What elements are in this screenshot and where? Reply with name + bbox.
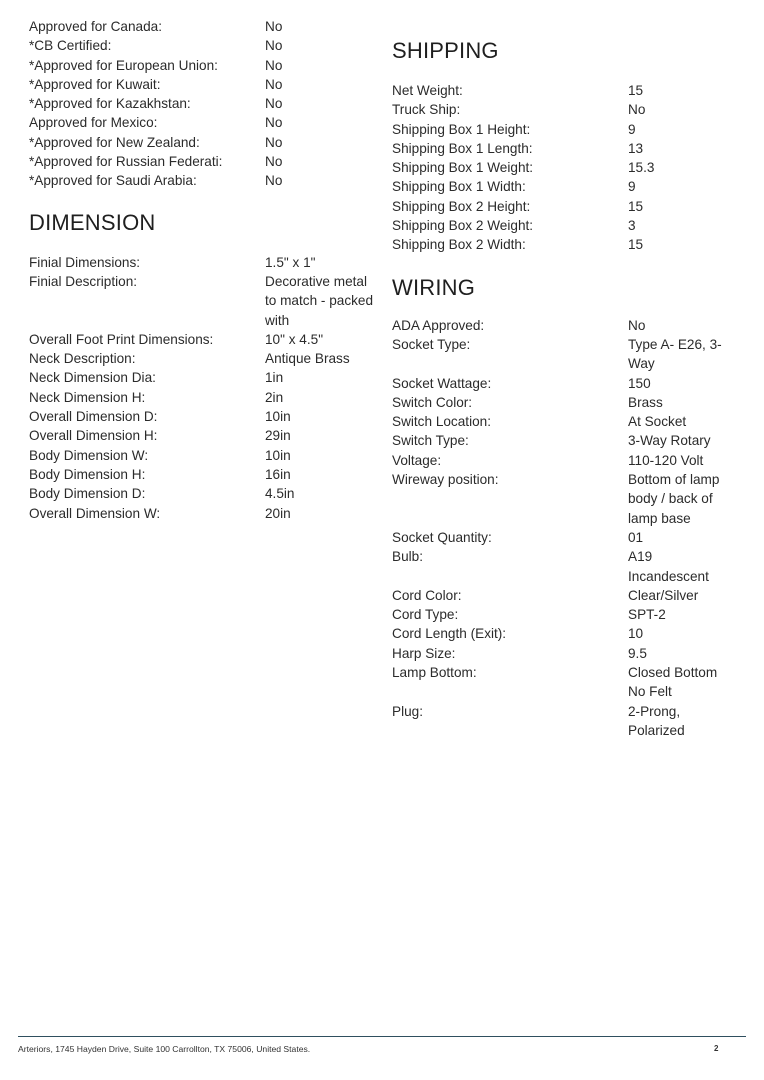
spec-row <box>29 113 374 132</box>
spec-value: 10" x 4.5" <box>265 331 324 347</box>
spec-label: *Approved for Saudi Arabia: <box>29 173 197 189</box>
spec-row <box>392 139 742 158</box>
spec-row <box>29 36 374 55</box>
spec-value: 01 <box>628 529 644 545</box>
spec-value: 9 <box>628 121 636 137</box>
spec-row <box>29 407 374 426</box>
spec-value: Bottom of lamp body / back of lamp base <box>628 472 720 526</box>
spec-row <box>392 702 742 741</box>
spec-label: Wireway position: <box>392 472 499 488</box>
spec-label: Cord Length (Exit): <box>392 626 507 642</box>
spec-row <box>29 446 374 465</box>
spec-row <box>29 56 374 75</box>
spec-value: 1.5" x 1" <box>265 254 316 270</box>
spec-row <box>392 528 742 547</box>
spec-value: Type A- E26, 3-Way <box>628 336 722 372</box>
spec-label: Socket Type: <box>392 336 471 352</box>
spec-row <box>29 171 374 190</box>
spec-row <box>392 316 742 335</box>
spec-label: Switch Type: <box>392 433 469 449</box>
spec-label: *CB Certified: <box>29 38 112 54</box>
spec-label: Socket Wattage: <box>392 375 492 391</box>
spec-label: Truck Ship: <box>392 102 461 118</box>
spec-label: Overall Dimension H: <box>29 428 158 444</box>
spec-row <box>29 330 374 349</box>
spec-label: Switch Location: <box>392 414 491 430</box>
spec-row <box>29 484 374 503</box>
spec-row <box>392 216 742 235</box>
spec-value: No <box>265 76 283 92</box>
spec-label: Plug: <box>392 703 423 719</box>
spec-label: Body Dimension D: <box>29 486 146 502</box>
left-column <box>29 0 374 523</box>
spec-label: Voltage: <box>392 452 442 468</box>
page-number: 2 <box>714 1044 719 1053</box>
spec-label: Shipping Box 1 Height: <box>392 121 531 137</box>
spec-value: 1in <box>265 370 284 386</box>
spec-row <box>392 547 742 586</box>
spec-value: 150 <box>628 375 651 391</box>
spec-row <box>392 663 742 702</box>
spec-value: Brass <box>628 394 663 410</box>
spec-label: Cord Type: <box>392 607 459 623</box>
spec-row <box>392 177 742 196</box>
spec-label: Shipping Box 1 Weight: <box>392 160 534 176</box>
spec-row <box>392 586 742 605</box>
spec-value: No <box>628 317 646 333</box>
spec-label: Body Dimension H: <box>29 466 146 482</box>
spec-value: No <box>265 38 283 54</box>
spec-value: 13 <box>628 140 644 156</box>
spec-label: Neck Dimension H: <box>29 389 146 405</box>
spec-label: *Approved for Kazakhstan: <box>29 96 191 112</box>
spec-label: Overall Dimension D: <box>29 409 158 425</box>
spec-value: 4.5in <box>265 486 295 502</box>
spec-label: *Approved for Kuwait: <box>29 76 161 92</box>
spec-row <box>392 158 742 177</box>
shipping-heading: SHIPPING <box>392 38 499 63</box>
footer-divider <box>18 1036 746 1037</box>
spec-value: 10 <box>628 626 644 642</box>
spec-value: 15 <box>628 198 644 214</box>
spec-label: ADA Approved: <box>392 317 485 333</box>
spec-row <box>392 81 742 100</box>
spec-label: Shipping Box 2 Width: <box>392 237 526 253</box>
wiring-heading: WIRING <box>392 274 476 300</box>
spec-label: Shipping Box 1 Length: <box>392 140 533 156</box>
spec-value: SPT-2 <box>628 607 666 623</box>
spec-value: 110-120 Volt <box>628 452 704 468</box>
spec-label: Switch Color: <box>392 394 473 410</box>
spec-label: Overall Foot Print Dimensions: <box>29 331 214 347</box>
spec-value: A19 Incandescent <box>628 549 709 584</box>
spec-row <box>29 94 374 113</box>
spec-label: *Approved for Russian Federati: <box>29 154 223 170</box>
spec-value: 15.3 <box>628 160 655 176</box>
spec-value: No <box>265 57 283 73</box>
spec-row <box>392 374 742 393</box>
spec-value: No <box>265 115 283 131</box>
spec-label: Shipping Box 2 Height: <box>392 198 531 214</box>
spec-row <box>29 75 374 94</box>
spec-label: Net Weight: <box>392 83 463 98</box>
spec-value: 15 <box>628 83 644 98</box>
spec-label: Finial Dimensions: <box>29 254 141 270</box>
dimension-list <box>29 253 374 523</box>
spec-row <box>392 120 742 139</box>
spec-row <box>29 504 374 523</box>
shipping-list <box>392 81 742 255</box>
right-column <box>392 0 742 740</box>
spec-value: 20in <box>265 505 291 521</box>
spec-value: No <box>265 96 283 112</box>
spec-row <box>392 451 742 470</box>
spec-label: Shipping Box 1 Width: <box>392 179 526 195</box>
spec-value: 9 <box>628 179 636 195</box>
spec-value: 3-Way Rotary <box>628 433 711 449</box>
spec-label: Body Dimension W: <box>29 447 149 463</box>
spec-label: Finial Description: <box>29 273 138 289</box>
spec-label: Cord Color: <box>392 587 462 603</box>
spec-value: 10in <box>265 409 291 425</box>
spec-label: *Approved for European Union: <box>29 57 218 73</box>
spec-label: *Approved for New Zealand: <box>29 134 200 150</box>
spec-row <box>392 431 742 450</box>
spec-row <box>29 426 374 445</box>
spec-value: No <box>265 19 283 34</box>
spec-row <box>392 335 742 374</box>
spec-row <box>29 253 374 272</box>
spec-value: 9.5 <box>628 645 647 661</box>
spec-row <box>392 470 742 528</box>
spec-value: 29in <box>265 428 291 444</box>
spec-row <box>29 152 374 171</box>
spec-value: No <box>628 102 646 118</box>
spec-value: No <box>265 173 283 189</box>
spec-value: 2in <box>265 389 284 405</box>
spec-row <box>392 644 742 663</box>
spec-value: No <box>265 154 283 170</box>
spec-value: 16in <box>265 466 291 482</box>
spec-label: Harp Size: <box>392 645 456 661</box>
spec-value: 15 <box>628 237 644 253</box>
spec-value: Clear/Silver <box>628 587 699 603</box>
spec-value: 10in <box>265 447 291 463</box>
wiring-list <box>392 316 742 741</box>
spec-row <box>29 465 374 484</box>
dimension-heading: DIMENSION <box>29 209 156 235</box>
spec-value: Closed Bottom No Felt <box>628 665 718 700</box>
spec-label: Neck Dimension Dia: <box>29 370 156 386</box>
spec-value: Decorative metal to match - packed with <box>265 273 374 328</box>
spec-row <box>392 605 742 624</box>
spec-row <box>392 235 742 254</box>
spec-value: 2-Prong, Polarized <box>628 703 685 738</box>
approvals-list <box>29 0 374 191</box>
spec-row <box>29 349 374 368</box>
spec-row <box>392 197 742 216</box>
spec-label: Overall Dimension W: <box>29 505 161 521</box>
spec-label: Bulb: <box>392 549 423 565</box>
spec-row <box>392 412 742 431</box>
spec-label: Shipping Box 2 Weight: <box>392 218 534 234</box>
spec-value: No <box>265 134 283 150</box>
spec-label: Neck Description: <box>29 351 136 367</box>
spec-label: Lamp Bottom: <box>392 665 477 681</box>
spec-value: Antique Brass <box>265 351 350 367</box>
spec-row <box>29 133 374 152</box>
spec-label: Approved for Mexico: <box>29 115 158 131</box>
spec-row <box>392 393 742 412</box>
spec-row <box>29 17 374 36</box>
spec-value: 3 <box>628 218 636 234</box>
spec-row <box>29 368 374 387</box>
spec-label: Socket Quantity: <box>392 529 492 545</box>
spec-row <box>29 388 374 407</box>
footer-address: Arteriors, 1745 Hayden Drive, Suite 100 Carrollton, TX 75006, United States. <box>18 1044 311 1054</box>
spec-label: Approved for Canada: <box>29 19 163 34</box>
spec-row <box>392 100 742 119</box>
spec-row <box>29 272 374 330</box>
spec-value: At Socket <box>628 414 687 430</box>
spec-row <box>392 624 742 643</box>
